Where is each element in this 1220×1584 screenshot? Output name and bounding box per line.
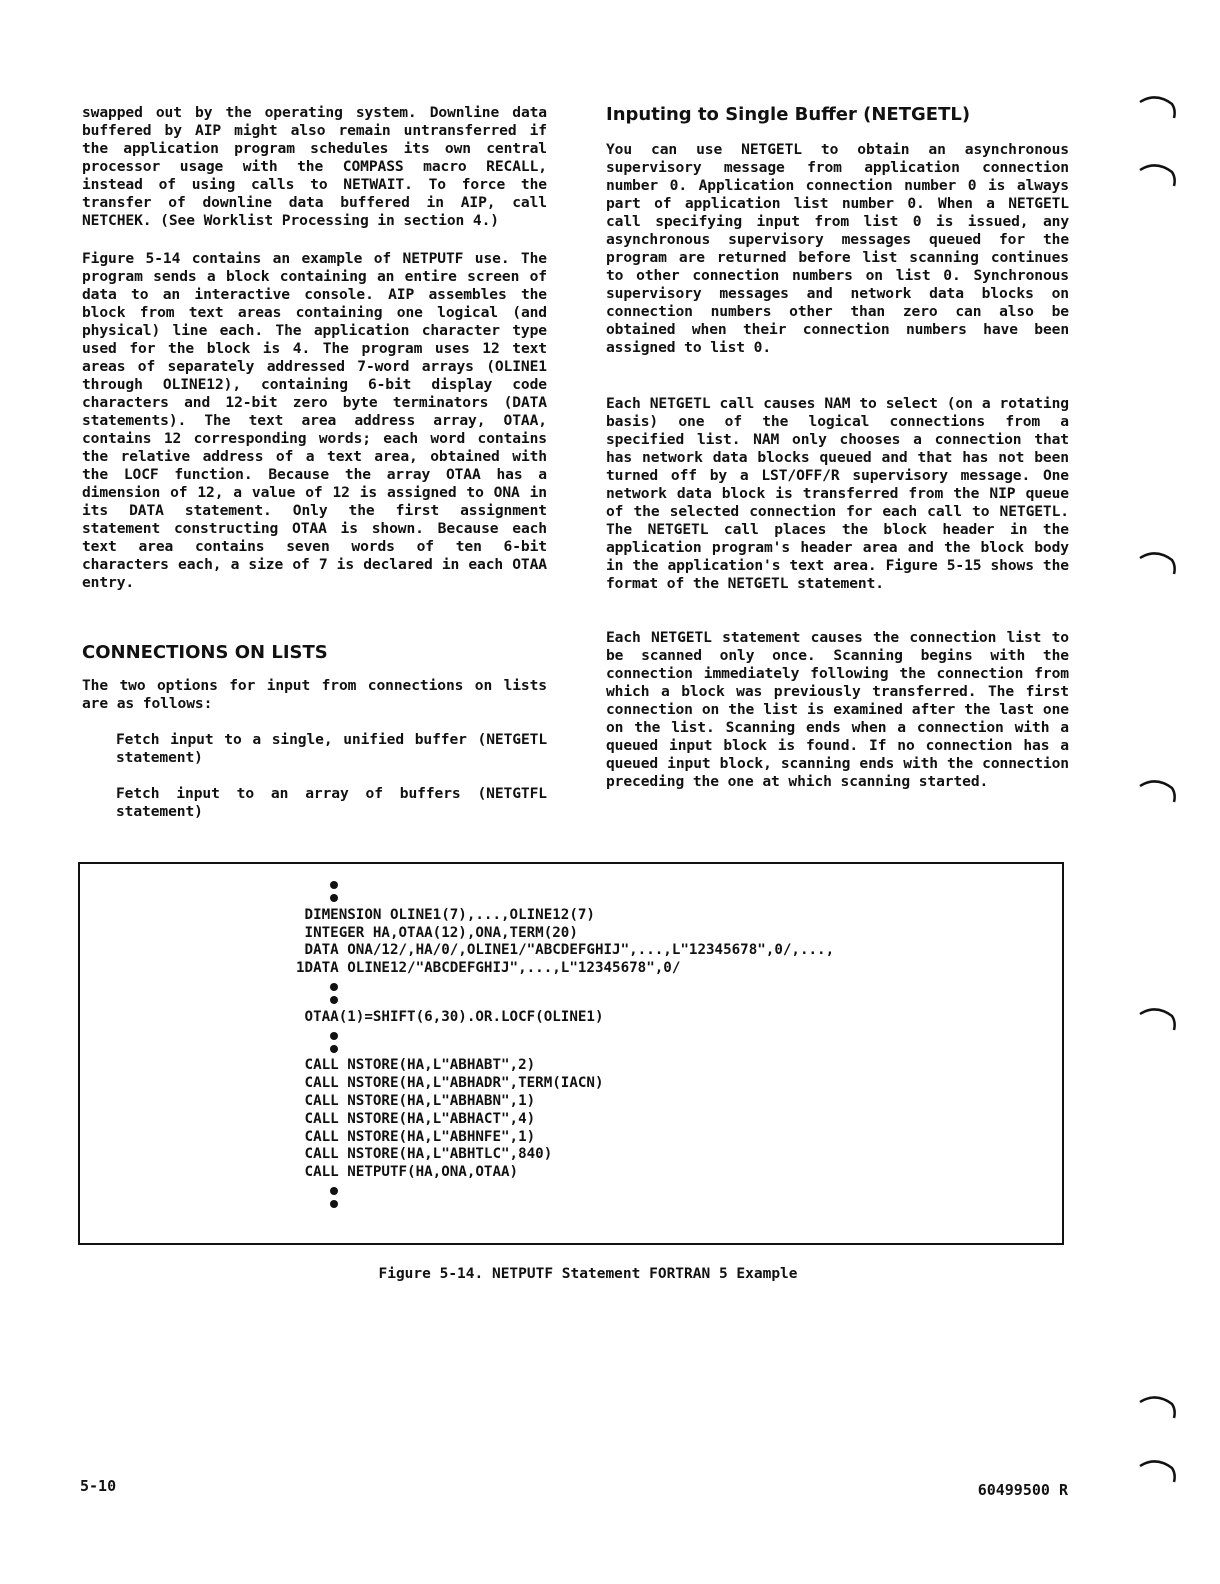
right-paragraph-1: You can use NETGETL to obtain an asynchronous supervisory message from application connection number 0. Application connection number 0 is always part of application list number 0. When a NETGETL call specifying input from list 0 is issued, any asynchronous supervisory messages queued for the program are returned before list scanning continues to other connection numbers on list 0. Synchronous supervisory messages and network data blocks on connection numbers other than zero can also be obtained when their connection numbers have been assigned to list 0. — [606, 141, 1069, 356]
ellipsis-dot — [330, 1045, 338, 1053]
code-line: CALL NSTORE(HA,L"ABHABN",1) — [296, 1092, 536, 1109]
code-line: OTAA(1)=SHIFT(6,30).OR.LOCF(OLINE1) — [296, 1008, 604, 1025]
binder-hole-icon — [1138, 546, 1176, 576]
code-listing — [296, 876, 834, 1213]
code-line: CALL NSTORE(HA,L"ABHTLC",840) — [296, 1146, 553, 1163]
left-paragraph-2: Figure 5-14 contains an example of NETPUTF use. The program sends a block containing an entire screen of data to an interactive console. AIP assembles the block from text areas containing one logical (and physical) line each. The application character type used for the block is 4. The program uses 12 text areas of separately addressed 7-word arrays (OLINE1 through OLINE12), containing 6-bit display code characters and 12-bit zero byte terminators (DATA statements). The text area address array, OTAA, contains 12 corresponding words; each word contains the relative address of a text area, obtained with the LOCF function. Because the array OTAA has a dimension of 12, a value of 12 is assigned to ONA in its DATA statement. Only the first assignment statement constructing OTAA is shown. Because each text area contains seven words of ten 6-bit characters each, a size of 7 is declared in each OTAA entry. — [82, 250, 547, 591]
binder-hole-icon — [1138, 1002, 1176, 1032]
binder-hole-icon — [1138, 158, 1176, 188]
left-paragraph-3: The two options for input from connections on lists are as follows: — [82, 677, 547, 712]
list-item-netgtfl: Fetch input to an array of buffers (NETGTFL statement) — [116, 785, 547, 820]
code-line: INTEGER HA,OTAA(12),ONA,TERM(20) — [296, 924, 578, 941]
left-paragraph-1: swapped out by the operating system. Downline data buffered by AIP might also remain untransferred if the application program schedules its own central processor usage with the COMPASS macro RECALL, instead of using calls to NETWAIT. To force the transfer of downline data buffered in AIP, call NETCHEK. (See Worklist Processing in section 4.) — [82, 104, 547, 229]
section-heading-single-buffer: Inputing to Single Buffer (NETGETL) — [606, 104, 971, 125]
code-line: CALL NSTORE(HA,L"ABHNFE",1) — [296, 1128, 536, 1145]
ellipsis-dot — [330, 1187, 338, 1195]
figure-caption: Figure 5-14. NETPUTF Statement FORTRAN 5 Example — [378, 1266, 798, 1282]
ellipsis-dot — [330, 983, 338, 991]
right-column — [606, 104, 1069, 791]
ellipsis-dot — [330, 1200, 338, 1208]
section-heading-connections-on-lists: CONNECTIONS ON LISTS — [82, 642, 328, 663]
code-line: DATA ONA/12/,HA/0/,OLINE1/"ABCDEFGHIJ",...,L"12345678",0/,..., — [296, 942, 835, 959]
code-line: 1DATA OLINE12/"ABCDEFGHIJ",...,L"12345678",0/ — [296, 960, 681, 977]
right-paragraph-2: Each NETGETL call causes NAM to select (on a rotating basis) one of the logical connections from a specified list. NAM only chooses a connection that has network data blocks queued and that has not been turned off by a LST/OFF/R supervisory message. One network data block is transferred from the NIP queue of the selected connection for each call to NETGETL. The NETGETL call places the block header in the application program's header area and the block body in the application's text area. Figure 5-15 shows the format of the NETGETL statement. — [606, 395, 1069, 592]
code-line: CALL NSTORE(HA,L"ABHACT",4) — [296, 1110, 536, 1127]
code-line: CALL NETPUTF(HA,ONA,OTAA) — [296, 1164, 519, 1181]
left-column — [82, 104, 547, 821]
ellipsis-dot — [330, 996, 338, 1004]
right-paragraph-3: Each NETGETL statement causes the connection list to be scanned only once. Scanning begins with the connection immediately following the connection from which a block was previously transferred. The first connection on the list is examined after the last one on the list. Scanning ends when a connection with a queued input block is found. If no connection has a queued input block, scanning ends with the connection preceding the one at which scanning started. — [606, 629, 1069, 790]
binder-hole-icon — [1138, 90, 1176, 120]
code-line: DIMENSION OLINE1(7),...,OLINE12(7) — [296, 906, 595, 923]
ellipsis-dot — [330, 1032, 338, 1040]
code-line: CALL NSTORE(HA,L"ABHADR",TERM(IACN) — [296, 1075, 604, 1092]
code-line: CALL NSTORE(HA,L"ABHABT",2) — [296, 1057, 536, 1074]
ellipsis-dot — [330, 881, 338, 889]
document-number: 60499500 R — [977, 1481, 1068, 1499]
binder-hole-icon — [1138, 1390, 1176, 1420]
binder-hole-icon — [1138, 774, 1176, 804]
list-item-netgetl: Fetch input to a single, unified buffer (NETGETL statement) — [116, 731, 547, 766]
page-number: 5-10 — [80, 1477, 117, 1495]
binder-hole-icon — [1138, 1454, 1176, 1484]
ellipsis-dot — [330, 894, 338, 902]
